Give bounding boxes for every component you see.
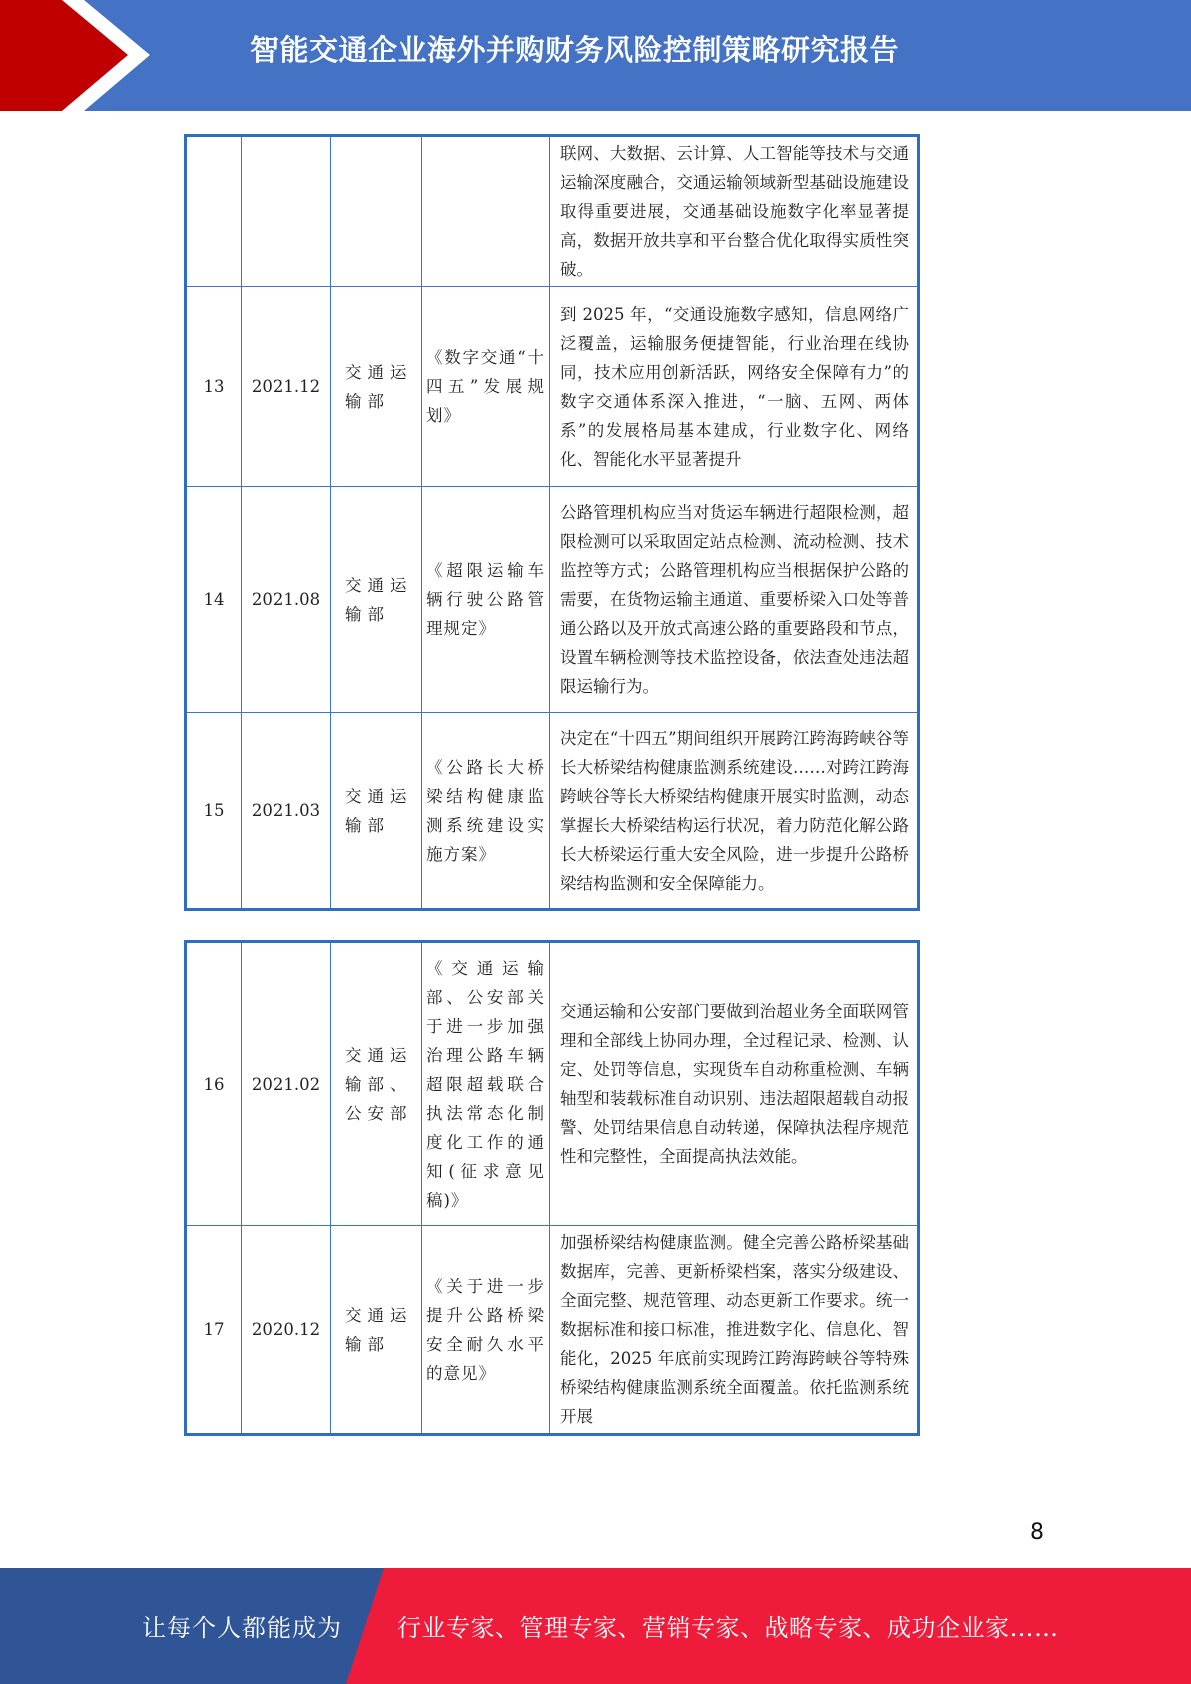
row-content: 联网、大数据、云计算、人工智能等技术与交通运输深度融合，交通运输领域新型基础设施建设取得重要进展，交通基础设施数字化率显著提高，数据开放共享和平台整合优化取得实质性突破。 xyxy=(550,136,919,287)
row-content: 交通运输和公安部门要做到治超业务全面联网管理和全部线上协同办理，全过程记录、检测、认定、处罚等信息，实现货车自动称重检测、车辆轴型和装载标准自动识别、违法超限超载自动报警、处罚结果信息自动转递，保障执法程序规范性和完整性，全面提高执法效能。 xyxy=(550,942,919,1226)
table-row xyxy=(186,1226,919,1435)
page-number: 8 xyxy=(1030,1520,1044,1545)
table-row xyxy=(186,287,919,487)
table-row xyxy=(186,487,919,713)
table-row xyxy=(186,136,919,287)
report-title: 智能交通企业海外并购财务风险控制策略研究报告 xyxy=(250,33,900,67)
row-content: 公路管理机构应当对货运车辆进行超限检测，超限检测可以采取固定站点检测、流动检测、技术监控等方式；公路管理机构应当根据保护公路的需要，在货物运输主通道、重要桥梁入口处等普通公路以及开放式高速公路的重要路段和节点，设置车辆检测等技术监控设备，依法查处违法超限运输行为。 xyxy=(550,487,919,713)
row-number: 17 xyxy=(186,1226,242,1435)
footer-slogan-left: 让每个人都能成为 xyxy=(142,1614,342,1642)
table-row xyxy=(186,942,919,1226)
row-document: 《超限运输车辆行驶公路管理规定》 xyxy=(422,487,550,713)
row-content: 决定在“十四五”期间组织开展跨江跨海跨峡谷等长大桥梁结构健康监测系统建设……对跨江跨海跨峡谷等长大桥梁结构健康开展实时监测，动态掌握长大桥梁结构运行状况，着力防范化解公路长大桥梁运行重大安全风险，进一步提升公路桥梁结构监测和安全保障能力。 xyxy=(550,713,919,910)
row-number: 14 xyxy=(186,487,242,713)
policy-table-2 xyxy=(184,940,920,1436)
row-document: 《公路长大桥梁结构健康监测系统建设实施方案》 xyxy=(422,713,550,910)
row-document: 《数字交通“十四五”发展规划》 xyxy=(422,287,550,487)
row-department: 交通运输部、公安部 xyxy=(331,942,422,1226)
row-content: 到 2025 年，“交通设施数字感知，信息网络广泛覆盖，运输服务便捷智能，行业治理在线协同，技术应用创新活跃，网络安全保障有力”的数字交通体系深入推进，“一脑、五网、两体系”的发展格局基本建成，行业数字化、网络化、智能化水平显著提升 xyxy=(550,287,919,487)
row-number: 15 xyxy=(186,713,242,910)
row-department: 交通运输部 xyxy=(331,487,422,713)
row-department: 交通运输部 xyxy=(331,287,422,487)
row-number: 13 xyxy=(186,287,242,487)
row-document: 《交通运输部、公安部关于进一步加强治理公路车辆超限超载联合执法常态化制度化工作的通知(征求意见稿)》 xyxy=(422,942,550,1226)
row-date: 2021.12 xyxy=(242,287,331,487)
row-content: 加强桥梁结构健康监测。健全完善公路桥梁基础数据库，完善、更新桥梁档案，落实分级建设、全面完整、规范管理、动态更新工作要求。统一数据标准和接口标准，推进数字化、信息化、智能化，2025 年底前实现跨江跨海跨峡谷等特殊桥梁结构健康监测系统全面覆盖。依托监测系统开展 xyxy=(550,1226,919,1435)
footer-bar xyxy=(0,1568,1191,1684)
row-date xyxy=(242,136,331,287)
table-row xyxy=(186,713,919,910)
row-document xyxy=(422,136,550,287)
row-date: 2020.12 xyxy=(242,1226,331,1435)
policy-table-1 xyxy=(184,134,920,911)
row-department: 交通运输部 xyxy=(331,1226,422,1435)
row-number xyxy=(186,136,242,287)
row-date: 2021.02 xyxy=(242,942,331,1226)
row-date: 2021.08 xyxy=(242,487,331,713)
row-department: 交通运输部 xyxy=(331,713,422,910)
header-red-arrow xyxy=(0,0,128,111)
header-bar xyxy=(0,0,1191,111)
row-number: 16 xyxy=(186,942,242,1226)
row-date: 2021.03 xyxy=(242,713,331,910)
footer-slogan-right: 行业专家、管理专家、营销专家、战略专家、成功企业家…… xyxy=(397,1614,1059,1642)
row-document: 《关于进一步提升公路桥梁安全耐久水平的意见》 xyxy=(422,1226,550,1435)
row-department xyxy=(331,136,422,287)
